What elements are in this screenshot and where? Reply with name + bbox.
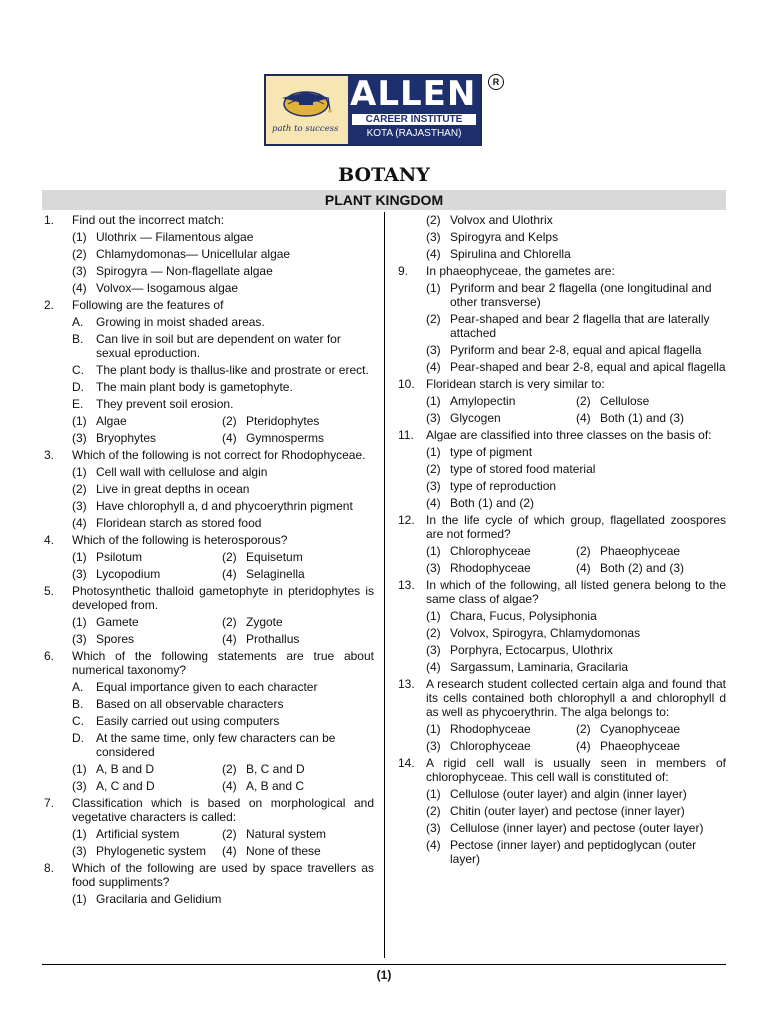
option-text: Spirogyra and Kelps [450,230,559,244]
option [72,482,374,496]
option [426,343,726,357]
option [576,544,680,558]
option-number: (3) [72,431,87,445]
option [426,838,726,866]
option-text: Chlorophyceae [450,739,531,753]
option-number: (2) [222,827,237,841]
option [72,615,222,629]
option [576,739,680,753]
option [576,394,649,408]
question-number: 13. [398,578,415,592]
option-row [72,762,374,776]
option-text: Natural system [246,827,327,841]
option-text: Pear-shaped and bear 2 flagella that are laterally attached [450,312,710,340]
option-text: Floridean starch as stored food [96,516,262,530]
option-number: (3) [426,230,441,244]
option-number: (1) [72,827,87,841]
option-number: (3) [426,643,441,657]
option-text: Can live in soil but are dependent on water for sexual eproduction. [96,332,341,360]
option-number: (2) [426,213,441,227]
option-number: (1) [426,445,441,459]
option-text: Chlamydomonas— Unicellular algae [96,247,291,261]
option [426,462,726,476]
option-text: Gracilaria and Gelidium [96,892,222,906]
option [72,315,374,329]
option-number: (4) [426,660,441,674]
question-text: Algae are classified into three classes on the basis of: [426,428,712,442]
option-number: D. [72,380,84,394]
option [426,213,726,227]
option-number: (3) [72,264,87,278]
question-text: Following are the features of [72,298,224,312]
question-number: 13. [398,677,415,691]
option-number: B. [72,697,84,711]
option-text: Porphyra, Ectocarpus, Ulothrix [450,643,613,657]
option-text: Chara, Fucus, Polysiphonia [450,609,597,623]
option-text: B, C and D [246,762,305,776]
question [396,578,726,606]
option [72,380,374,394]
option-row [426,561,726,575]
question-text: A research student collected certain alga and found that its cells contained both chlorophyll a and chlorophyll d as well as phycoerythrin. The alga belongs to: [426,677,726,719]
option-text: Both (1) and (3) [600,411,685,425]
question-number: 6. [44,649,55,663]
option-text: Lycopodium [96,567,161,581]
logo-line-1: CAREER INSTITUTE [352,114,476,125]
option-number: E. [72,397,84,411]
option [72,697,374,711]
option-number: (1) [72,414,87,428]
option-number: (1) [72,230,87,244]
option-number: (4) [576,739,591,753]
option-number: (2) [426,804,441,818]
option-text: Selaginella [246,567,305,581]
option [72,414,222,428]
option-number: (3) [72,844,87,858]
question [42,213,374,227]
option [72,431,222,445]
logo-line-2: KOTA (RAJASTHAN) [366,128,462,139]
option-number: D. [72,731,84,745]
question-text: Photosynthetic thalloid gametophyte in pteridophytes is developed from. [72,584,374,612]
option-row [72,632,374,646]
question-text: Which of the following is not correct for Rhodophyceae. [72,448,366,462]
option-text: Cellulose (inner layer) and pectose (outer layer) [450,821,704,835]
option-text: Easily carried out using computers [96,714,280,728]
option [222,414,319,428]
option-text: Cyanophyceae [600,722,681,736]
question-text: A rigid cell wall is usually seen in members of chlorophyceae. This cell wall is constituted of: [426,756,726,784]
option-number: (2) [222,550,237,564]
option-number: (3) [72,567,87,581]
option-text: Phaeophyceae [600,544,681,558]
option-number: (4) [222,779,237,793]
option [426,360,726,374]
question [42,533,374,547]
question-number: 3. [44,448,55,462]
option [426,609,726,623]
option [426,281,726,309]
option [72,516,374,530]
option-text: Cellulose (outer layer) and algin (inner layer) [450,787,687,801]
question [42,298,374,312]
option [72,363,374,377]
question [42,796,374,824]
option-text: Amylopectin [450,394,516,408]
question-text: Which of the following is heterosporous? [72,533,288,547]
graduation-cap-globe-icon [266,76,348,122]
option-row [72,615,374,629]
question-number: 4. [44,533,55,547]
option-text: Pectose (inner layer) and peptidoglycan (outer layer) [450,838,697,866]
option-number: (4) [222,431,237,445]
option-number: (4) [426,838,441,852]
option-number: (1) [426,394,441,408]
option-text: Prothallus [246,632,300,646]
question-number: 8. [44,861,55,875]
option-number: (1) [426,544,441,558]
option [72,247,374,261]
option [426,496,726,510]
question-text: In phaeophyceae, the gametes are: [426,264,615,278]
option-text: Based on all observable characters [96,697,284,711]
option-number: (3) [426,561,441,575]
option-text: Artificial system [96,827,180,841]
option-text: Cellulose [600,394,650,408]
option [72,632,222,646]
question-text: Find out the incorrect match: [72,213,225,227]
option [426,230,726,244]
option [222,550,303,564]
option-number: (1) [426,787,441,801]
left-column [42,210,374,906]
option-number: (3) [72,779,87,793]
footer-rule [42,964,726,965]
option-row [72,827,374,841]
option-number: (1) [72,550,87,564]
column-divider [384,212,385,958]
option [222,615,283,629]
question-number: 12. [398,513,415,527]
option [72,397,374,411]
option-text: Growing in moist shaded areas. [96,315,265,329]
option-row [426,722,726,736]
option-text: Both (2) and (3) [600,561,685,575]
option [222,779,304,793]
option-number: A. [72,680,84,694]
option [426,544,576,558]
option-number: A. [72,315,84,329]
option [426,739,576,753]
option-number: (2) [426,312,441,326]
option-text: Algae [96,414,127,428]
option-number: (3) [426,411,441,425]
option-text: type of pigment [450,445,533,459]
option-row [72,844,374,858]
option-number: (2) [576,394,591,408]
option-number: (3) [426,821,441,835]
option-text: Chlorophyceae [450,544,531,558]
option [222,844,321,858]
option [426,312,726,340]
option [72,499,374,513]
option [426,722,576,736]
option-number: (4) [222,567,237,581]
question [396,377,726,391]
question [396,513,726,541]
option [576,722,680,736]
allen-logo [264,74,486,150]
option [222,827,326,841]
option [426,445,726,459]
option [426,479,726,493]
question-number: 10. [398,377,415,391]
option-text: Equal importance given to each character [96,680,318,694]
option-number: (4) [426,496,441,510]
option-number: (2) [222,414,237,428]
option-text: Phaeophyceae [600,739,681,753]
question-text: Classification which is based on morphological and vegetative characters is called: [72,796,374,824]
option-text: type of reproduction [450,479,557,493]
option-text: Pear-shaped and bear 2-8, equal and apical flagella [450,360,726,374]
question [42,861,374,889]
option [72,680,374,694]
option-number: (2) [72,247,87,261]
option-number: (4) [576,411,591,425]
question-text: Which of the following statements are true about numerical taxonomy? [72,649,374,677]
option-row [72,779,374,793]
option-text: None of these [246,844,321,858]
question [396,428,726,442]
question [42,584,374,612]
option-text: Chitin (outer layer) and pectose (inner layer) [450,804,685,818]
option [426,411,576,425]
option [426,561,576,575]
option [72,567,222,581]
option-text: Spirulina and Chlorella [450,247,571,261]
option [426,626,726,640]
option-number: (1) [72,615,87,629]
option-text: Glycogen [450,411,501,425]
option-text: Gamete [96,615,139,629]
option-text: Phylogenetic system [96,844,207,858]
option-number: (4) [222,844,237,858]
option-text: type of stored food material [450,462,596,476]
option-number: (1) [72,892,87,906]
option [72,281,374,295]
option [426,804,726,818]
option-text: Pyriform and bear 2 flagella (one longitudinal and other transverse) [450,281,712,309]
option-text: A, C and D [96,779,155,793]
option-number: (2) [222,762,237,776]
option-text: A, B and D [96,762,155,776]
option-text: Spirogyra — Non-flagellate algae [96,264,273,278]
option [72,465,374,479]
option-number: (3) [426,343,441,357]
option [222,431,324,445]
option [72,892,374,906]
option-text: Rhodophyceae [450,561,531,575]
option-text: Zygote [246,615,283,629]
question-number: 2. [44,298,55,312]
option-number: (2) [576,722,591,736]
option [426,821,726,835]
question [396,756,726,784]
option-text: Rhodophyceae [450,722,531,736]
option-number: (2) [576,544,591,558]
option [72,264,374,278]
option-number: (2) [426,626,441,640]
option-text: Have chlorophyll a, d and phycoerythrin pigment [96,499,353,513]
logo-emblem-panel [266,76,348,144]
question-text: Floridean starch is very similar to: [426,377,605,391]
question-text: Which of the following are used by space travellers as food suppliments? [72,861,374,889]
question [396,264,726,278]
option-number: (3) [426,739,441,753]
option-text: Live in great depths in ocean [96,482,250,496]
registered-trademark-icon: R [488,74,504,90]
option-text: Equisetum [246,550,303,564]
question-number: 1. [44,213,55,227]
option-number: C. [72,363,84,377]
option-text: Gymnosperms [246,431,325,445]
question-number: 14. [398,756,415,770]
option-row [426,739,726,753]
option-text: Psilotum [96,550,143,564]
question-number: 9. [398,264,409,278]
question [42,448,374,462]
option-number: (4) [576,561,591,575]
option-row [72,567,374,581]
option [426,247,726,261]
option-number: (1) [426,609,441,623]
option-text: Pteridophytes [246,414,320,428]
option-number: (3) [72,632,87,646]
option-text: The main plant body is gametophyte. [96,380,293,394]
option-text: Cell wall with cellulose and algin [96,465,268,479]
option-text: Ulothrix — Filamentous algae [96,230,254,244]
option-number: (4) [72,516,87,530]
option-row [72,431,374,445]
option-text: They prevent soil erosion. [96,397,234,411]
option [72,844,222,858]
option-number: (4) [222,632,237,646]
option-number: (4) [72,281,87,295]
option-text: Sargassum, Laminaria, Gracilaria [450,660,629,674]
option [72,827,222,841]
option-text: Both (1) and (2) [450,496,535,510]
option-text: Bryophytes [96,431,157,445]
option-text: Volvox, Spirogyra, Chlamydomonas [450,626,641,640]
option [426,787,726,801]
option-number: C. [72,714,84,728]
option [72,731,374,759]
option-number: (2) [72,482,87,496]
option-number: (1) [426,281,441,295]
option [222,762,305,776]
option-number: (3) [426,479,441,493]
option-number: (2) [426,462,441,476]
option-number: (2) [222,615,237,629]
logo-brand-name: ALLEN [350,74,477,114]
option-text: Spores [96,632,135,646]
chapter-title: PLANT KINGDOM [42,190,726,210]
option-number: (3) [72,499,87,513]
option [72,332,374,360]
option-number: (1) [426,722,441,736]
option [72,230,374,244]
option-number: B. [72,332,84,346]
option [72,779,222,793]
option-number: (4) [426,247,441,261]
option [426,394,576,408]
option-number: (1) [72,762,87,776]
right-column [396,210,726,866]
option [72,714,374,728]
option-text: At the same time, only few characters can be considered [96,731,336,759]
option [576,561,684,575]
option-number: (1) [72,465,87,479]
option-text: Pyriform and bear 2-8, equal and apical flagella [450,343,702,357]
logo-tagline: path to success [272,124,339,134]
option-text: Volvox— Isogamous algae [96,281,239,295]
option-number: (4) [426,360,441,374]
option [72,550,222,564]
question-text: In which of the following, all listed genera belong to the same class of algae? [426,578,726,606]
question [42,649,374,677]
option [72,762,222,776]
option-row [426,394,726,408]
question-number: 11. [398,428,414,442]
question-number: 5. [44,584,55,598]
subject-title: BOTANY [338,164,430,186]
page-number: (1) [376,968,392,982]
option-row [72,414,374,428]
option-text: A, B and C [246,779,305,793]
option [222,632,299,646]
option-text: Volvox and Ulothrix [450,213,553,227]
option [426,643,726,657]
option-text: The plant body is thallus-like and prostrate or erect. [96,363,369,377]
option-row [426,411,726,425]
option [222,567,305,581]
question-number: 7. [44,796,55,810]
question-text: In the life cycle of which group, flagellated zoospores are not formed? [426,513,726,541]
option [576,411,684,425]
option-row [72,550,374,564]
option-row [426,544,726,558]
option [426,660,726,674]
question [396,677,726,719]
